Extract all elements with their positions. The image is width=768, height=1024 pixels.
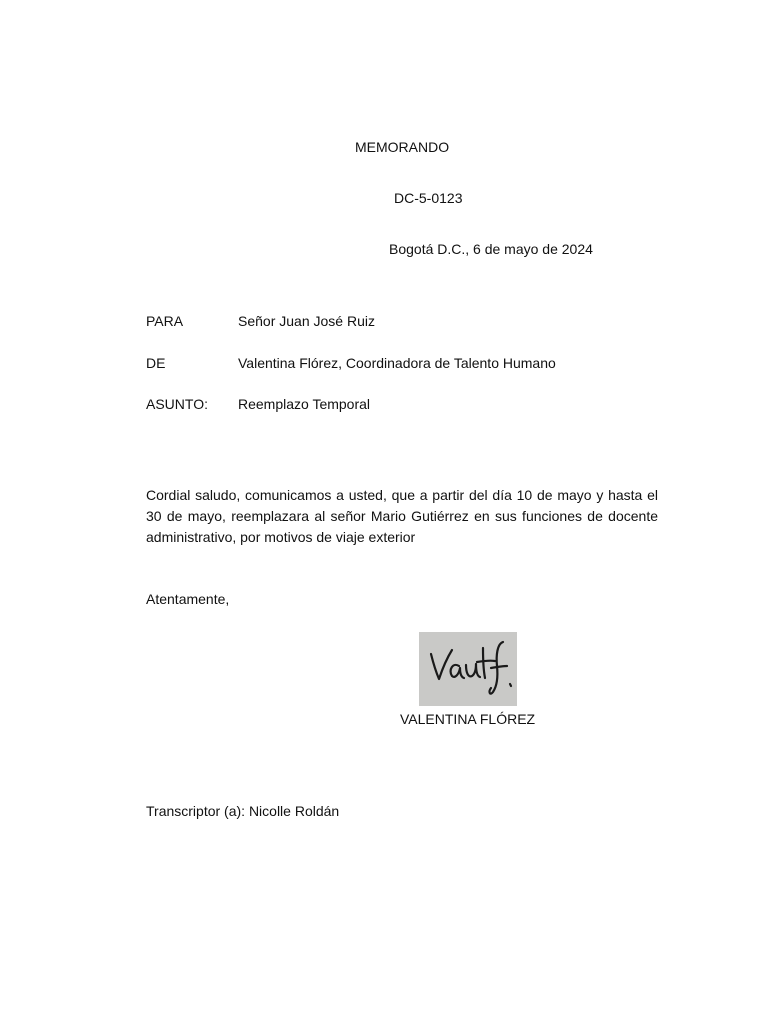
- asunto-label: ASUNTO:: [146, 396, 208, 412]
- transcriber-line: Transcriptor (a): Nicolle Roldán: [146, 803, 340, 819]
- closing-text: Atentamente,: [146, 591, 230, 607]
- signer-name: VALENTINA FLÓREZ: [400, 711, 536, 727]
- asunto-value: Reemplazo Temporal: [238, 396, 371, 412]
- memo-code: DC-5-0123: [394, 190, 463, 206]
- signature-image: [419, 632, 517, 706]
- para-label: PARA: [146, 313, 184, 329]
- para-value: Señor Juan José Ruiz: [238, 313, 375, 329]
- de-value: Valentina Flórez, Coordinadora de Talento Humano: [238, 355, 556, 371]
- signature-icon: [419, 632, 517, 706]
- memo-date: Bogotá D.C., 6 de mayo de 2024: [389, 241, 593, 257]
- memo-title: MEMORANDO: [355, 139, 450, 155]
- de-label: DE: [146, 355, 166, 371]
- memo-body: Cordial saludo, comunicamos a usted, que a partir del día 10 de mayo y hasta el 30 de mayo, reemplazara al señor Mario Gutiérrez en sus funciones de docente administrativo, por motivos de viaje exterior: [146, 487, 658, 545]
